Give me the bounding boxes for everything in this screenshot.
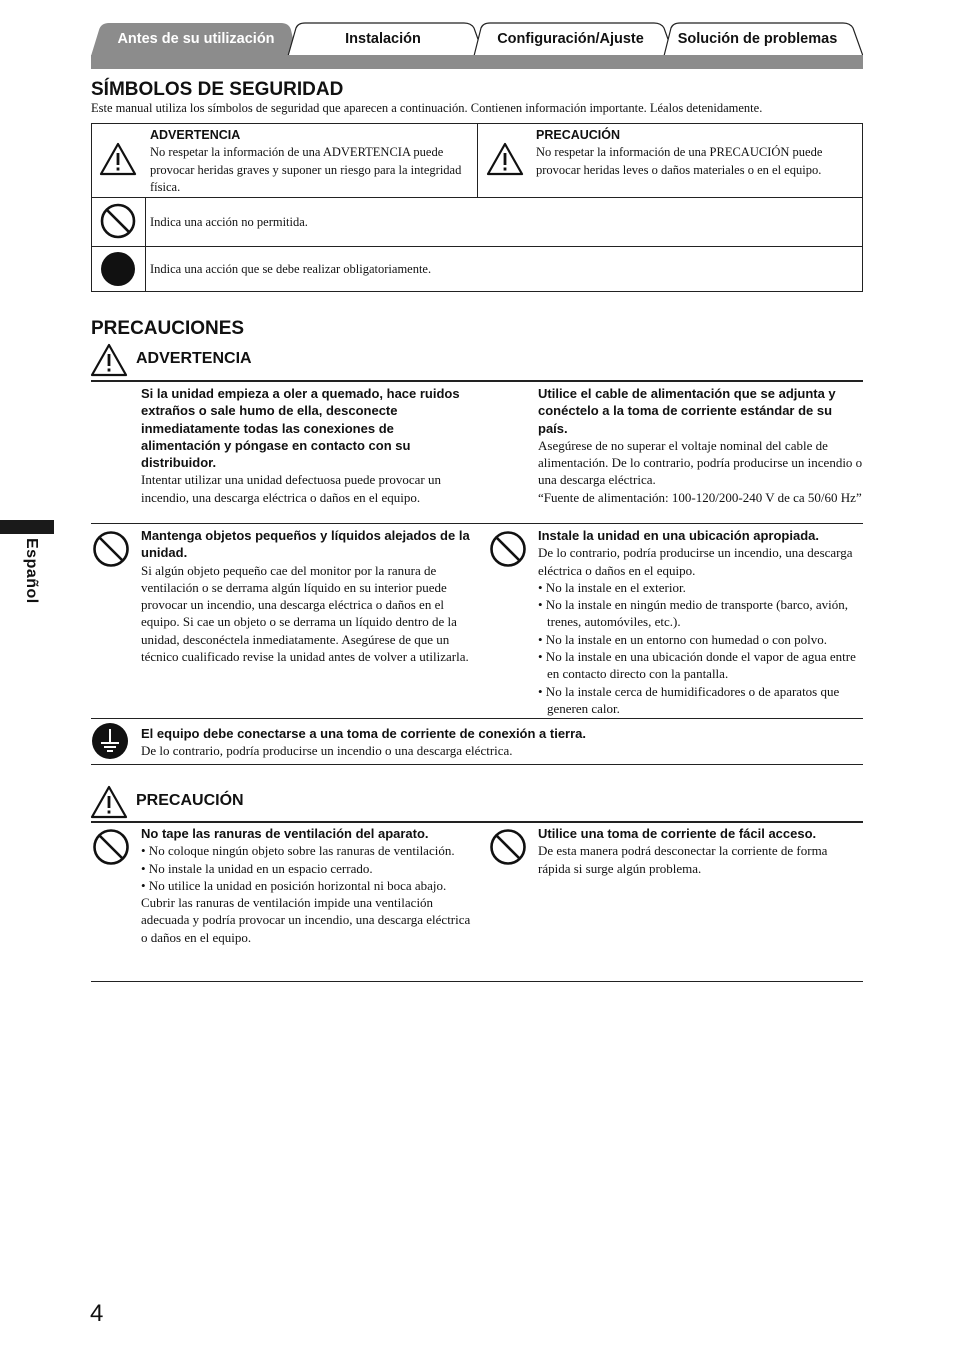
list-item: • No la instale en una ubicación donde el vapor de agua entre en contacto directo con la pantalla. — [538, 649, 856, 682]
prohibited-icon — [489, 828, 527, 866]
warning-item-3 — [141, 527, 471, 665]
caution-item-2 — [538, 825, 863, 877]
symbols-heading: SÍMBOLOS DE SEGURIDAD — [91, 79, 344, 100]
list-item: • No la instale cerca de humidificadores o de aparatos que generen calor. — [538, 683, 840, 716]
list-item: • No la instale en el exterior. — [538, 579, 686, 595]
warning-item-2 — [538, 385, 863, 506]
tab-instalacion[interactable]: Instalación — [345, 31, 421, 47]
caution-title: PRECAUCIÓN — [536, 128, 621, 142]
warning-item-4-title: Instale la unidad en una ubicación apropiada. — [538, 528, 819, 543]
warning-item-1-text: Intentar utilizar una unidad defectuosa puede provocar un incendio, una descarga eléctrica o daños en el equipo. — [141, 472, 441, 505]
warning-item-1-title: Si la unidad empieza a oler a quemado, hace ruidos extraños o sale humo de ella, desconecte inmediatamente todas las conexiones de alimentación y póngase en contacto con su distribuidor. — [141, 386, 460, 471]
caution-item-2-text: De esta manera podrá desconectar la corriente de forma rápida si surge algún problema. — [538, 843, 828, 876]
warning-title: ADVERTENCIA — [150, 128, 241, 142]
prohibited-text: Indica una acción no permitida. — [150, 215, 308, 229]
caution-item-2-title: Utilice una toma de corriente de fácil acceso. — [538, 826, 817, 841]
caution-item-1-text: Cubrir las ranuras de ventilación impide una ventilación adecuada y podría provocar un incendio, una descarga eléctrica o daños en el equipo. — [141, 895, 471, 945]
list-item: • No utilice la unidad en posición horizontal ni boca abajo. — [141, 877, 447, 893]
language-side-tab — [0, 520, 54, 534]
page-number: 4 — [90, 1300, 104, 1327]
warning-item-5-title: El equipo debe conectarse a una toma de corriente de conexión a tierra. — [141, 726, 587, 741]
list-item: • No la instale en un entorno con humedad o con polvo. — [538, 631, 828, 647]
prohibited-icon — [489, 530, 527, 568]
warning-item-4-text: De lo contrario, podría producirse un incendio, una descarga eléctrica o daños en el equipo. — [538, 545, 853, 578]
mandatory-text: Indica una acción que se debe realizar obligatoriamente. — [150, 262, 432, 276]
symbols-intro: Este manual utiliza los símbolos de seguridad que aparecen a continuación. Contienen información importante. Léalos detenidamente. — [91, 101, 763, 115]
caution-item-1 — [141, 825, 471, 946]
tab-configuracion[interactable]: Configuración/Ajuste — [497, 31, 644, 47]
prohibited-icon — [100, 203, 136, 239]
warning-triangle-icon — [99, 141, 137, 177]
prohibited-icon — [92, 828, 130, 866]
caution-section-heading: PRECAUCIÓN — [136, 792, 244, 809]
caution-triangle-icon — [486, 141, 524, 177]
warning-section-heading: ADVERTENCIA — [136, 350, 252, 367]
list-item: • No instale la unidad en un espacio cerrado. — [141, 860, 373, 876]
ground-connection-icon — [91, 722, 129, 760]
precautions-heading: PRECAUCIONES — [91, 318, 245, 339]
warning-item-1 — [141, 385, 471, 506]
warning-item-4 — [538, 527, 863, 717]
warning-section-icon — [90, 342, 128, 378]
caution-text: No respetar la información de una PRECAUCIÓN puede provocar heridas leves o daños materiales o en el equipo. — [536, 145, 823, 177]
warning-item-5 — [141, 725, 861, 760]
list-item: • No coloque ningún objeto sobre las ranuras de ventilación. — [141, 843, 455, 859]
tab-antes[interactable]: Antes de su utilización — [117, 31, 275, 47]
caution-section-icon — [90, 784, 128, 820]
warning-item-2-title: Utilice el cable de alimentación que se adjunta y conéctelo a la toma de corriente estándar de su país. — [538, 386, 836, 436]
warning-item-3-title: Mantenga objetos pequeños y líquidos alejados de la unidad. — [141, 528, 470, 561]
prohibited-icon — [92, 530, 130, 568]
warning-item-2-quote: “Fuente de alimentación: 100-120/200-240 V de ca 50/60 Hz” — [538, 489, 862, 505]
tab-solucion[interactable]: Solución de problemas — [677, 31, 838, 47]
language-side-label: Español — [23, 538, 40, 604]
warning-item-2-text: Asegúrese de no superar el voltaje nominal del cable de alimentación. De lo contrario, podría producirse un incendio o una descarga eléctrica. — [538, 437, 863, 488]
caution-item-1-title: No tape las ranuras de ventilación del aparato. — [141, 826, 429, 841]
warning-text: No respetar la información de una ADVERTENCIA puede provocar heridas graves y suponer un riesgo para la integridad física. — [150, 145, 462, 194]
mandatory-icon — [100, 251, 136, 287]
warning-item-3-text: Si algún objeto pequeño cae del monitor por la ranura de ventilación o se derrama algún líquido en su interior puede provocar un incendio, una descarga eléctrica o daños en el equipo. Si cae un objeto o se derrama un líquido dentro de la unidad, desconéctela inmediatamente. Asegúrese de que un técnico cualificado revise la unidad antes de volver a utilizarla. — [141, 562, 469, 665]
warning-item-5-text: De lo contrario, podría producirse un incendio o una descarga eléctrica. — [141, 743, 513, 759]
list-item: • No la instale en ningún medio de transporte (barco, avión, trenes, automóviles, etc.). — [538, 597, 848, 630]
